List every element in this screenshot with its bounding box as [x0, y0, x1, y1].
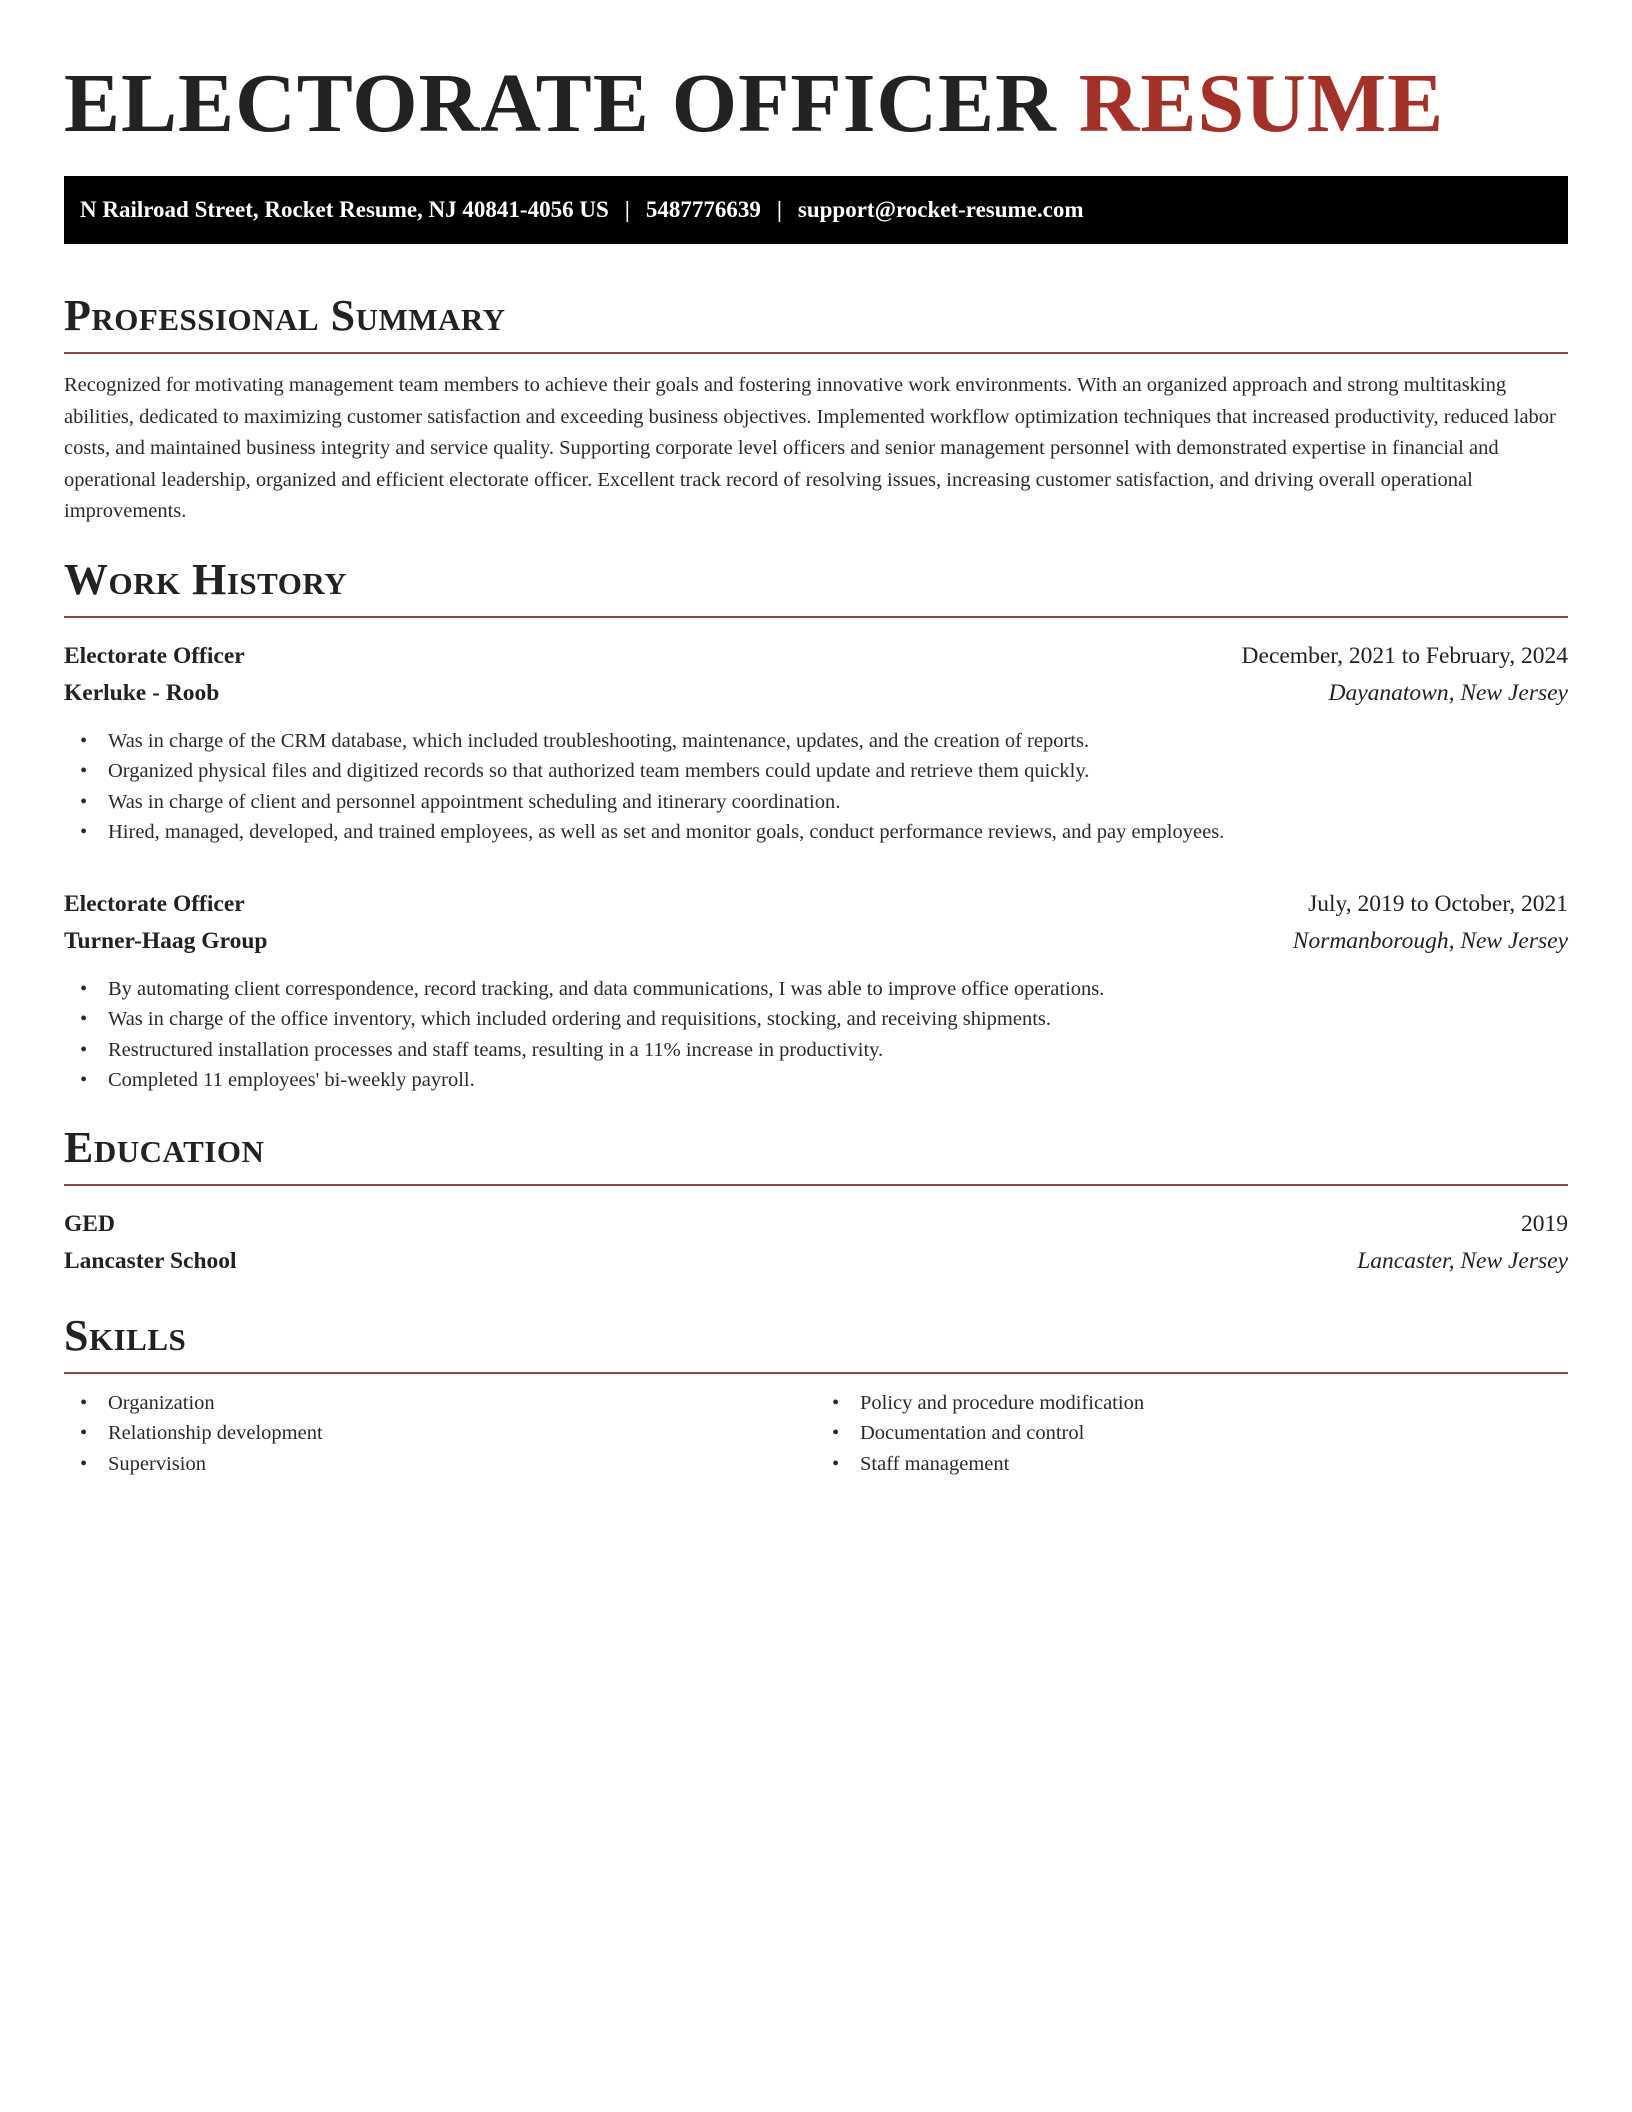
- job-entry: [64, 886, 1568, 1096]
- skill-item: Supervision: [108, 1452, 206, 1475]
- education-location: Lancaster, New Jersey: [1357, 1247, 1568, 1274]
- list-item: [816, 1388, 1568, 1419]
- list-item: [64, 1388, 816, 1419]
- contact-address: N Railroad Street, Rocket Resume, NJ 40841-4056 US: [80, 197, 609, 222]
- skills-list: [64, 1388, 816, 1480]
- list-item: [64, 1449, 816, 1480]
- job-dates: July, 2019 to October, 2021: [1308, 890, 1568, 917]
- section-divider: [64, 1372, 1568, 1374]
- job-company: Kerluke - Roob: [64, 679, 220, 706]
- list-item: [64, 1004, 1568, 1035]
- job-duty: Was in charge of client and personnel appointment scheduling and itinerary coordination.: [108, 790, 841, 813]
- bullet-icon: •: [832, 1422, 840, 1444]
- education-entry: [64, 1206, 1568, 1280]
- title-main: ELECTORATE OFFICER: [64, 57, 1057, 150]
- job-company-row: [64, 923, 1568, 960]
- bullet-icon: •: [832, 1452, 840, 1475]
- bullet-icon: •: [80, 821, 88, 843]
- skills-grid: [64, 1388, 1568, 1480]
- summary-text: Recognized for motivating management team members to achieve their goals and fostering innovative work environments. With an organized approach and strong multitasking abilities, dedicated to maximizing customer satisfaction and exceeding business objectives. Implemented workflow optimization techniques that increased productivity, reduced labor costs, and maintained business integrity and service quality. Supporting corporate level officers and senior management personnel with demonstrated expertise in financial and operational leadership, organized and efficient electorate officer. Excellent track record of resolving issues, increasing customer satisfaction, and driving overall operational improvements.: [64, 374, 1556, 522]
- job-duty: Was in charge of the office inventory, which included ordering and requisitions, stocking, and receiving shipments.: [108, 1008, 1052, 1030]
- contact-phone: 5487776639: [645, 197, 761, 222]
- list-item: [64, 1418, 816, 1449]
- education-degree: GED: [64, 1210, 115, 1237]
- section-heading-summary: Professional Summary: [64, 291, 506, 340]
- job-duty: By automating client correspondence, record tracking, and data communications, I was able to improve office operations.: [108, 977, 1105, 1000]
- skills-list: [816, 1388, 1568, 1480]
- resume-title: [64, 56, 1568, 152]
- list-item: [64, 1065, 1568, 1096]
- skill-item: Policy and procedure modification: [860, 1391, 1145, 1414]
- section-heading-skills: Skills: [64, 1310, 187, 1360]
- education-school-row: [64, 1243, 1568, 1280]
- job-entry: [64, 638, 1568, 848]
- section-divider: [64, 1184, 1568, 1186]
- list-item: [64, 974, 1568, 1005]
- job-duty: Was in charge of the CRM database, which included troubleshooting, maintenance, updates, and the creation of reports.: [108, 729, 1090, 752]
- work-history-section: [64, 554, 1568, 1096]
- bullet-icon: •: [832, 1391, 840, 1414]
- skills-section: [64, 1310, 1568, 1480]
- job-location: Normanborough, New Jersey: [1292, 927, 1568, 954]
- bullet-icon: •: [80, 1422, 88, 1444]
- skill-item: Documentation and control: [860, 1422, 1085, 1444]
- skill-item: Organization: [108, 1391, 215, 1414]
- education-header-row: [64, 1206, 1568, 1243]
- bullet-icon: •: [80, 1391, 88, 1414]
- job-company: Turner-Haag Group: [64, 927, 268, 954]
- title-accent: RESUME: [1078, 57, 1445, 150]
- skills-column-left: [64, 1388, 816, 1480]
- job-dates: December, 2021 to February, 2024: [1241, 642, 1568, 669]
- section-divider: [64, 352, 1568, 354]
- job-header-row: [64, 638, 1568, 675]
- professional-summary-section: [64, 290, 1568, 528]
- job-duty: Restructured installation processes and staff teams, resulting in a 11% increase in productivity.: [108, 1038, 884, 1061]
- education-year: 2019: [1521, 1210, 1568, 1237]
- bullet-icon: •: [80, 760, 88, 782]
- education-section: [64, 1122, 1568, 1280]
- job-duties-list: [64, 974, 1568, 1096]
- skill-item: Relationship development: [108, 1422, 323, 1444]
- contact-bar: [64, 176, 1568, 244]
- section-heading-work: Work History: [64, 554, 348, 604]
- job-duties-list: [64, 726, 1568, 848]
- job-duty: Completed 11 employees' bi-weekly payroll.: [108, 1069, 475, 1091]
- skill-item: Staff management: [860, 1452, 1010, 1475]
- job-duty: Organized physical files and digitized records so that authorized team members could update and retrieve them quickly.: [108, 760, 1090, 782]
- job-company-row: [64, 675, 1568, 712]
- bullet-icon: •: [80, 1069, 88, 1091]
- bullet-icon: •: [80, 790, 88, 813]
- job-location: Dayanatown, New Jersey: [1328, 679, 1568, 706]
- list-item: [64, 817, 1568, 848]
- job-title: Electorate Officer: [64, 642, 245, 669]
- contact-separator: |: [624, 197, 630, 222]
- job-header-row: [64, 886, 1568, 923]
- job-duty: Hired, managed, developed, and trained employees, as well as set and monitor goals, conduct performance reviews, and pay employees.: [108, 821, 1225, 843]
- bullet-icon: •: [80, 1038, 88, 1061]
- section-divider: [64, 616, 1568, 618]
- list-item: [64, 726, 1568, 757]
- education-school: Lancaster School: [64, 1247, 237, 1274]
- bullet-icon: •: [80, 1008, 88, 1030]
- list-item: [64, 756, 1568, 787]
- list-item: [816, 1418, 1568, 1449]
- list-item: [816, 1449, 1568, 1480]
- list-item: [64, 1035, 1568, 1066]
- contact-email: support@rocket-resume.com: [797, 197, 1084, 222]
- list-item: [64, 787, 1568, 818]
- bullet-icon: •: [80, 977, 88, 1000]
- section-heading-education: Education: [64, 1122, 265, 1172]
- bullet-icon: •: [80, 1452, 88, 1475]
- bullet-icon: •: [80, 729, 88, 752]
- skills-column-right: [816, 1388, 1568, 1480]
- contact-separator: |: [776, 197, 782, 222]
- job-title: Electorate Officer: [64, 890, 245, 917]
